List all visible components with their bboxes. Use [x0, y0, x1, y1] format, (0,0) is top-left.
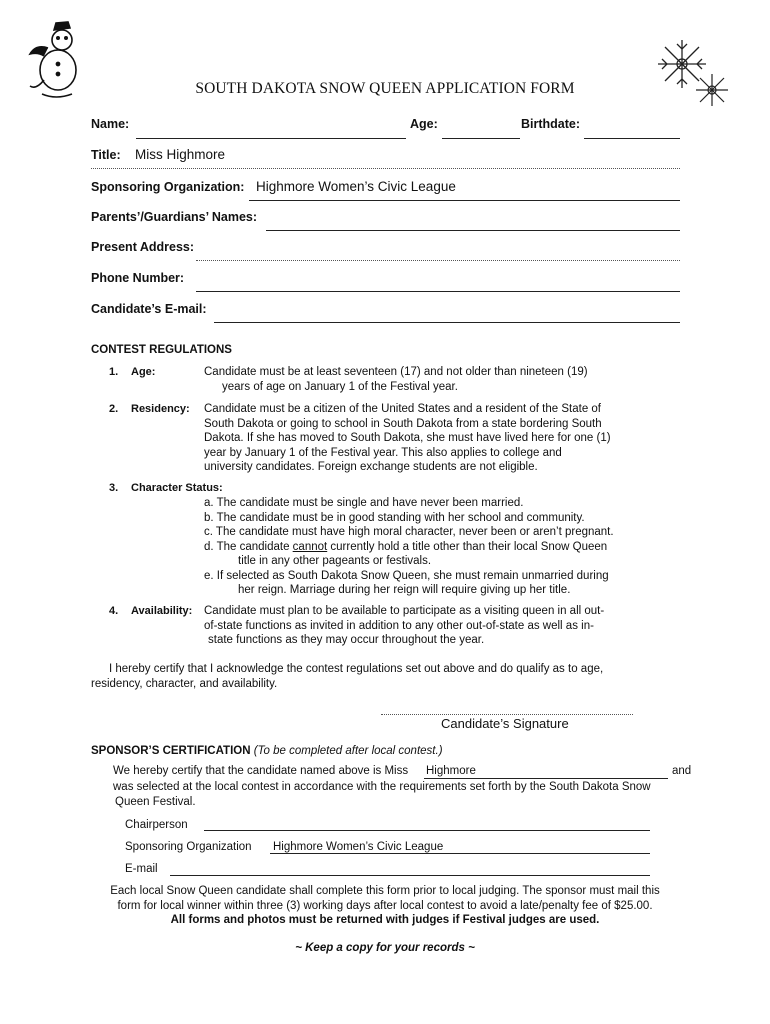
reg-num: 4. [109, 605, 119, 617]
phone-label: Phone Number: [91, 271, 185, 285]
reg-text-residency: Candidate must be a citizen of the United States and a resident of the State of South Dakota or going to school in South Dakota from a state bordering South Dakota. If she has moved to South Dakota, she must have lived here for one (1) year by January 1 of the Festival year. This also applies to college and university candidates. Foreign exchange students are not eligible. [204, 403, 611, 473]
name-label: Name: [91, 117, 130, 131]
reg-label-age: Age: [131, 366, 156, 378]
reg-label-character: Character Status: [131, 482, 223, 494]
sponsor-cert-heading: SPONSOR’S CERTIFICATION (To be completed after local contest.) [91, 745, 443, 757]
reg-num: 2. [109, 403, 119, 415]
org-field [270, 853, 650, 854]
sponsor-email-field[interactable] [170, 875, 650, 876]
keep-copy-note: ~ Keep a copy for your records ~ [295, 942, 475, 954]
age-label: Age: [410, 117, 438, 131]
sponsor-cert-text: was selected at the local contest in accordance with the requirements set forth by the South Dakota Snow Queen Festival. [113, 781, 651, 808]
title-value[interactable]: Miss Highmore [135, 147, 226, 162]
reg-num: 1. [109, 366, 119, 378]
reg-label-residency: Residency: [131, 403, 190, 415]
phone-field[interactable] [196, 291, 680, 292]
chair-field[interactable] [204, 830, 650, 831]
miss-field [424, 778, 668, 779]
title-label: Title: [91, 148, 121, 162]
sponsor-label: Sponsoring Organization: [91, 180, 245, 194]
sponsor-email-label: E-mail [125, 863, 158, 875]
sponsor-cert-and: and [672, 765, 692, 777]
email-label: Candidate’s E-mail: [91, 302, 207, 316]
parents-field[interactable] [266, 230, 680, 231]
sponsor-value[interactable]: Highmore Women’s Civic League [256, 179, 456, 194]
age-field[interactable] [442, 138, 520, 139]
reg-label-availability: Availability: [131, 605, 193, 617]
title-field [91, 168, 680, 169]
footer-text: Each local Snow Queen candidate shall complete this form prior to local judging. The sponsor must mail this form for local winner within three (3) working days after local contest to avoid a late/penalty fee of $25.00. All forms and photos must be returned with judges if Festival judges are used. [110, 885, 660, 926]
signature-field[interactable] [381, 714, 633, 715]
sponsor-cert-line1: We hereby certify that the candidate named above is Miss [113, 765, 409, 777]
birthdate-label: Birthdate: [521, 117, 581, 131]
address-field[interactable] [196, 260, 680, 261]
name-field[interactable] [136, 138, 406, 139]
reg-num: 3. [109, 482, 119, 494]
chair-label: Chairperson [125, 819, 188, 831]
miss-value[interactable]: Highmore [426, 765, 476, 777]
parents-label: Parents’/Guardians’ Names: [91, 210, 258, 224]
signature-label: Candidate’s Signature [441, 716, 569, 731]
birthdate-field[interactable] [584, 138, 680, 139]
reg-text-character: a. The candidate must be single and have never been married. b. The candidate must be in good standing with her school and community. c. The candidate must have high moral character, never been or aren’t pregnant. d. The candidate cannot currently hold a title other than their local Snow Queen title in any other pageants or festivals. e. If selected as South Dakota Snow Queen, she must remain unmarried during her reign. Marriage during her reign will require giving up her title. [204, 497, 614, 596]
reg-text-age: Candidate must be at least seventeen (17) and not older than nineteen (19) years of age on January 1 of the Festival year. [204, 366, 588, 393]
org-label: Sponsoring Organization [125, 841, 252, 853]
address-label: Present Address: [91, 240, 195, 254]
email-field[interactable] [214, 322, 680, 323]
regulations-heading: CONTEST REGULATIONS [91, 344, 232, 356]
sponsor-field [249, 200, 680, 201]
certify-text: I hereby certify that I acknowledge the contest regulations set out above and do qualify as to age, residency, character, and availability. [91, 663, 604, 690]
page-title: SOUTH DAKOTA SNOW QUEEN APPLICATION FORM [195, 80, 575, 97]
reg-text-availability: Candidate must plan to be available to participate as a visiting queen in all out- of-state functions as invited in addition to any other out-of-state as well as in- state functions as they may occur throughout the year. [204, 605, 605, 646]
org-value[interactable]: Highmore Women’s Civic League [273, 841, 444, 853]
